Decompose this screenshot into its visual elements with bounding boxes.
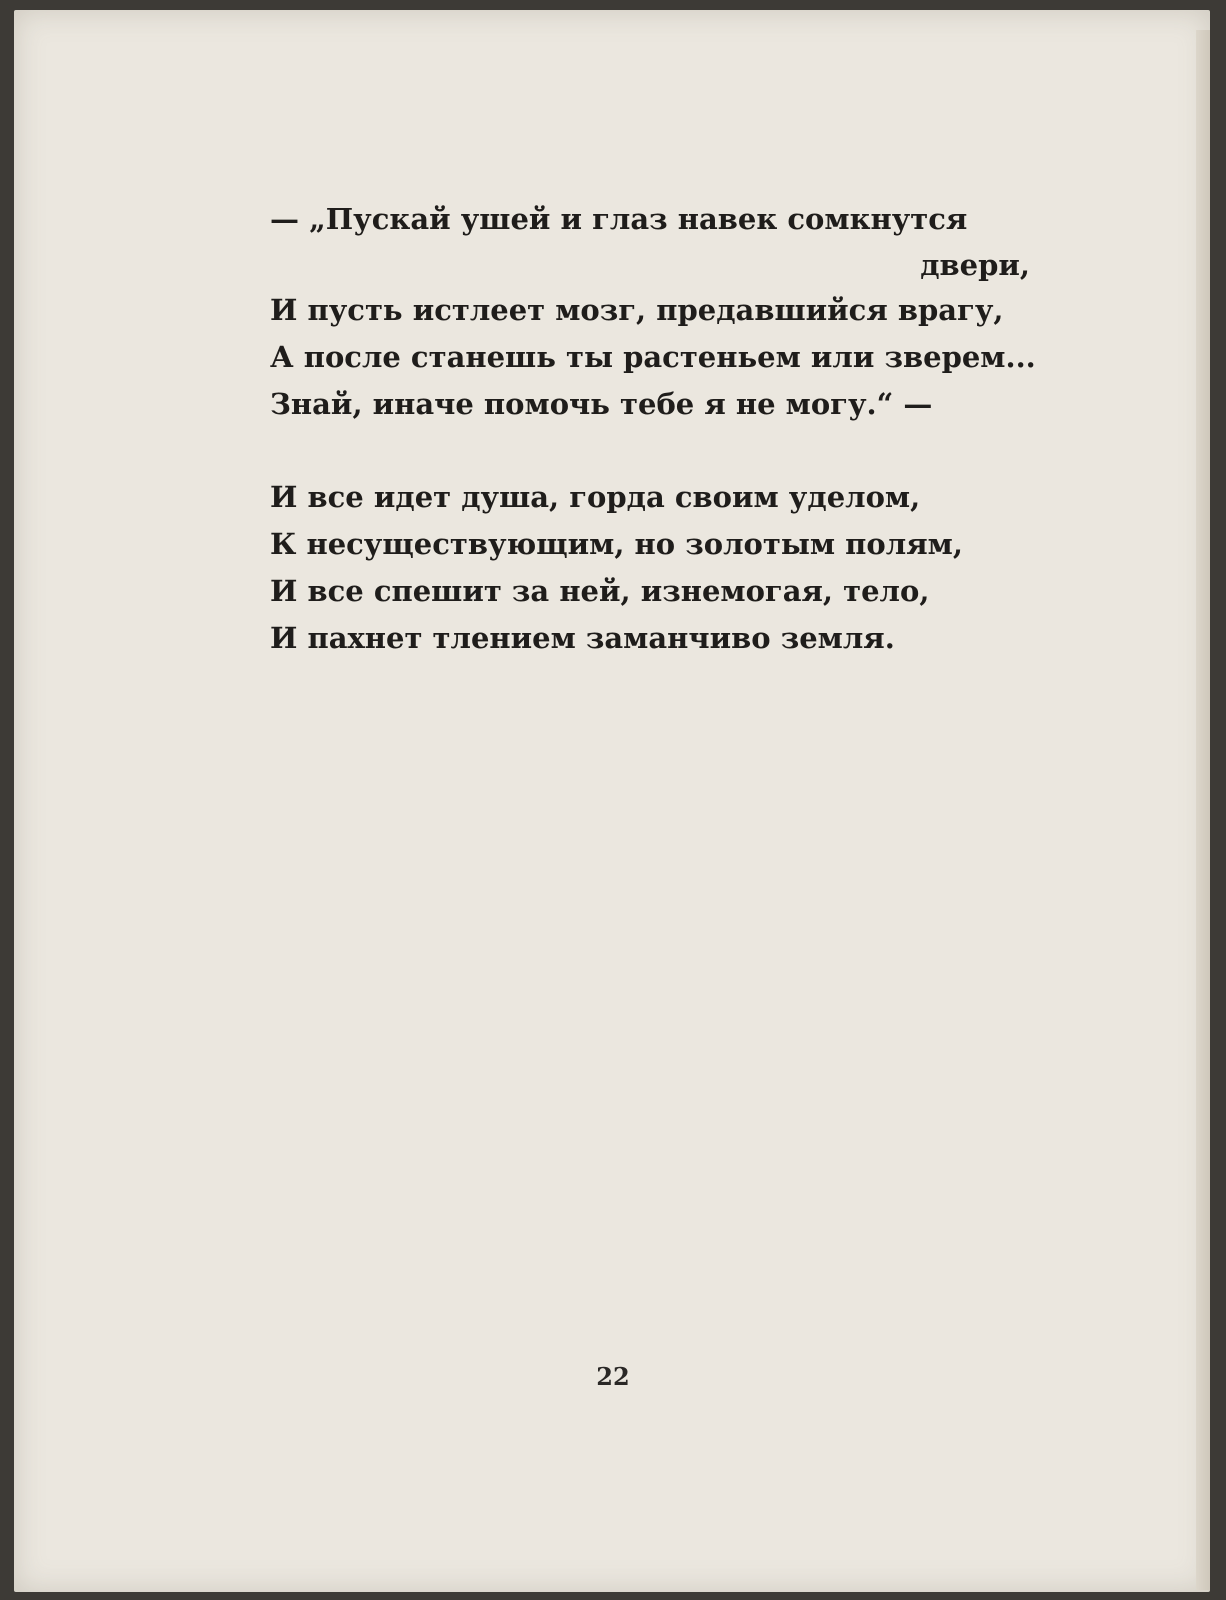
poem-line: А после станешь ты растеньем или зверем... <box>270 340 1036 374</box>
poem-line: К несуществующим, но золотым полям, <box>270 527 963 561</box>
poem-line: И пахнет тлением заманчиво земля. <box>270 621 895 655</box>
poem-line: Знай, иначе помочь тебе я не могу.“ — <box>270 387 933 421</box>
poem-line: И пусть истлеет мозг, предавшийся врагу, <box>270 293 1004 327</box>
page-number: 22 <box>596 1362 630 1391</box>
page-edge <box>1196 30 1210 1590</box>
poem-text <box>270 196 1060 662</box>
poem-line: И все спешит за ней, изнемогая, тело, <box>270 574 930 608</box>
stanza-break <box>270 428 1060 474</box>
poem-line: И все идет душа, горда своим уделом, <box>270 480 921 514</box>
poem-line-continuation: двери, <box>920 248 1030 282</box>
poem-line: — „Пускай ушей и глаз навек сомкнутся <box>270 202 968 236</box>
